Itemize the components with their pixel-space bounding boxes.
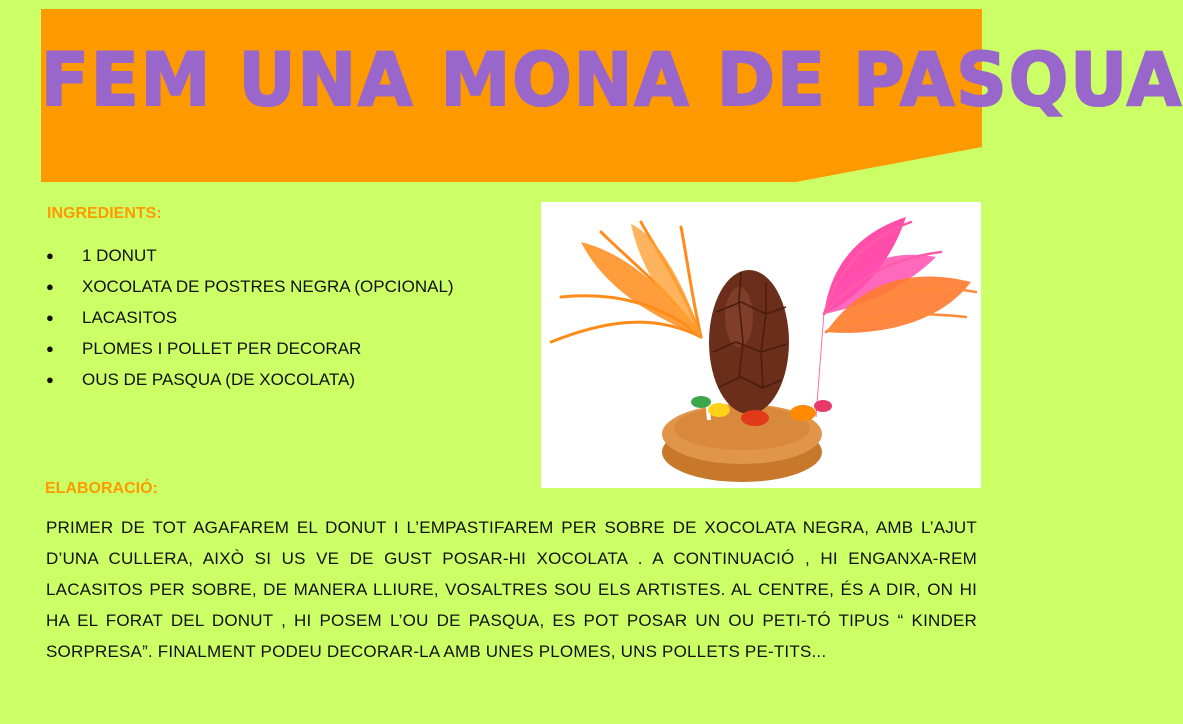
- ingredients-heading: INGREDIENTS:: [47, 205, 162, 222]
- elaboracio-heading: ELABORACIÓ:: [45, 480, 158, 497]
- page-title: FEM UNA MONA DE PASQUA: [41, 36, 1183, 124]
- bullet-icon: ●: [46, 278, 54, 294]
- ingredient-label: OUS DE PASQUA (DE XOCOLATA): [82, 369, 355, 389]
- mona-photo: [541, 202, 981, 488]
- bullet-icon: ●: [46, 340, 54, 356]
- list-item: [46, 302, 454, 333]
- list-item: [46, 240, 454, 271]
- ingredient-label: PLOMES I POLLET PER DECORAR: [82, 338, 362, 358]
- ingredients-list: [46, 240, 454, 395]
- list-item: [46, 364, 454, 395]
- bullet-icon: ●: [46, 371, 54, 387]
- bullet-icon: ●: [46, 247, 54, 263]
- elaboracio-text: PRIMER DE TOT AGAFAREM EL DONUT I L’EMPASTIFAREM PER SOBRE DE XOCOLATA NEGRA, AMB L’AJUT D’UNA CULLERA, AIXÒ SI US VE DE GUST POSAR-HI XOCOLATA . A CONTINUACIÓ , HI ENGANXA-REM LACASITOS PER SOBRE, DE MANERA LLIURE, VOSALTRES SOU ELS ARTISTES. AL CENTRE, ÉS A DIR, ON HI HA EL FORAT DEL DONUT , HI POSEM L’OU DE PASQUA, ES POT POSAR UN OU PETI-TÓ TIPUS “ KINDER SORPRESA”. FINALMENT PODEU DECORAR-LA AMB UNES PLOMES, UNS POLLETS PE-TITS...: [46, 518, 977, 661]
- list-item: [46, 271, 454, 302]
- title-banner: [41, 9, 1183, 182]
- bullet-icon: ●: [46, 309, 54, 325]
- list-item: [46, 333, 454, 364]
- ingredient-label: LACASITOS: [82, 307, 178, 327]
- ingredient-label: 1 DONUT: [82, 245, 157, 265]
- ingredient-label: XOCOLATA DE POSTRES NEGRA (OPCIONAL): [82, 276, 454, 296]
